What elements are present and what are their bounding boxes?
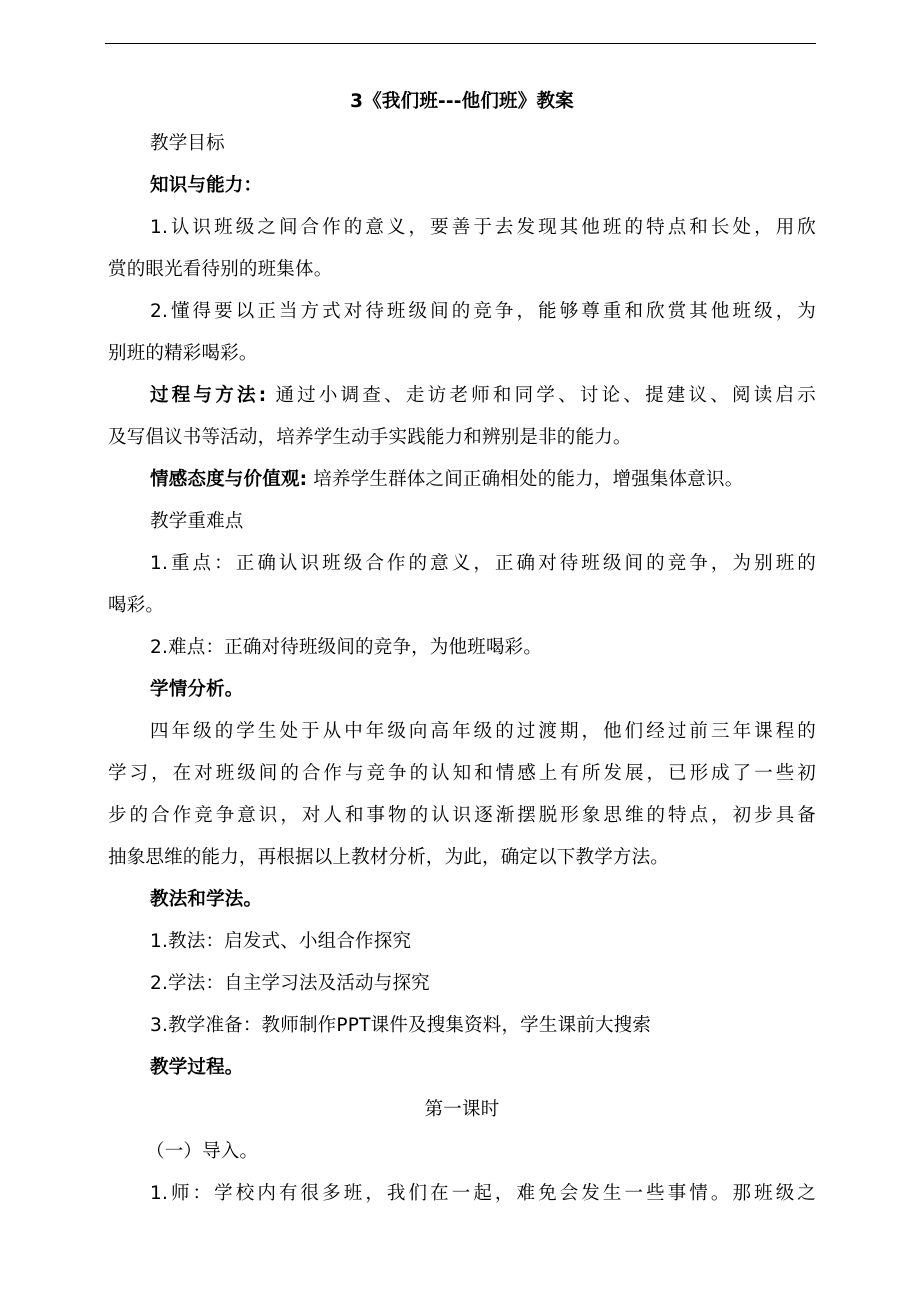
key-point-line-1: 1.重点：正确认识班级合作的意义，正确对待班级间的竞争，为别班的 xyxy=(150,553,816,574)
knowledge-item-1-line-2: 赏的眼光看待别的班集体。 xyxy=(108,259,333,280)
heading-teaching-goals: 教学目标 xyxy=(150,133,225,154)
emotion-values-label: 情感态度与价值观: xyxy=(150,469,308,490)
knowledge-item-2-line-2: 别班的精彩喝彩。 xyxy=(108,343,258,364)
heading-methods: 教法和学法。 xyxy=(150,889,263,910)
method-teaching: 1.教法：启发式、小组合作探究 xyxy=(150,931,412,952)
key-point-line-2: 喝彩。 xyxy=(108,595,165,616)
intro-item-1: 1.师：学校内有很多班，我们在一起，难免会发生一些事情。那班级之 xyxy=(150,1183,816,1204)
knowledge-item-2-line-1: 2.懂得要以正当方式对待班级间的竞争，能够尊重和欣赏其他班级，为 xyxy=(150,301,816,322)
heading-teaching-process: 教学过程。 xyxy=(150,1057,244,1078)
intro-heading: （一）导入。 xyxy=(146,1141,259,1162)
process-method-line-2: 及写倡议书等活动，培养学生动手实践能力和辨别是非的能力。 xyxy=(108,427,632,448)
document-title: 3《我们班---他们班》教案 xyxy=(350,91,574,112)
emotion-values-line xyxy=(108,467,816,493)
analysis-line-2: 学习，在对班级间的合作与竞争的认知和情感上有所发展，已形成了一些初 xyxy=(108,763,816,784)
method-preparation: 3.教学准备：教师制作PPT课件及搜集资料，学生课前大搜索 xyxy=(150,1015,652,1036)
heading-student-analysis: 学情分析。 xyxy=(150,679,244,700)
difficult-point: 2.难点：正确对待班级间的竞争，为他班喝彩。 xyxy=(150,637,543,658)
heading-key-difficult: 教学重难点 xyxy=(150,511,244,532)
process-method-line-1 xyxy=(108,383,816,409)
process-method-text: 通过小调查、走访老师和同学、讨论、提建议、阅读启示 xyxy=(275,385,816,406)
analysis-line-3: 步的合作竞争意识，对人和事物的认识逐渐摆脱形象思维的特点，初步具备 xyxy=(108,805,816,826)
lesson-heading: 第一课时 xyxy=(424,1099,500,1120)
knowledge-item-1-line-1: 1.认识班级之间合作的意义，要善于去发现其他班的特点和长处，用欣 xyxy=(150,217,816,238)
analysis-line-4: 抽象思维的能力，再根据以上教材分析，为此，确定以下教学方法。 xyxy=(108,847,670,868)
header-rule xyxy=(105,43,816,44)
analysis-line-1: 四年级的学生处于从中年级向高年级的过渡期，他们经过前三年课程的 xyxy=(150,721,816,742)
emotion-values-text: 培养学生群体之间正确相处的能力，增强集体意识。 xyxy=(313,469,744,490)
method-learning: 2.学法：自主学习法及活动与探究 xyxy=(150,973,430,994)
heading-knowledge-ability: 知识与能力： xyxy=(150,175,263,196)
process-method-label: 过程与方法: xyxy=(150,385,267,406)
